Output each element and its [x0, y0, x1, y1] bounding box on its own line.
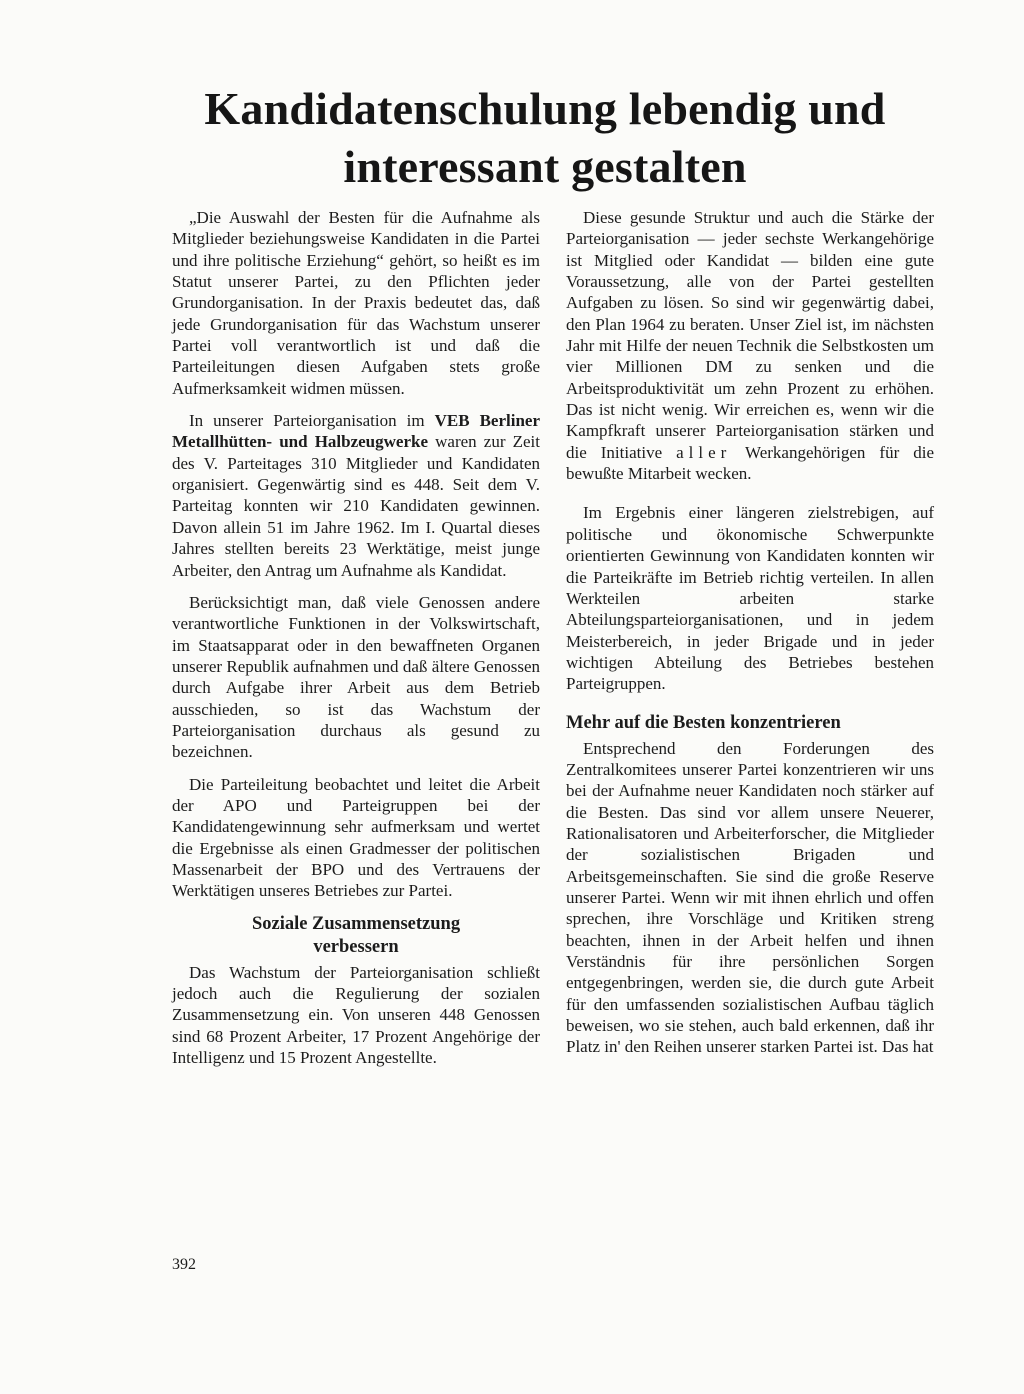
section-heading-line: verbessern — [313, 936, 399, 957]
paragraph: Im Ergebnis einer längeren zielstrebigen, auf politische und ökonomische Schwerpunkte orientierten Gewinnung von Kandidaten konnten wir die Parteikräfte im Betrieb richtig verteilen. In allen Werkteilen arbeiten starke Abteilungsparteiorganisationen, und in jedem Meisterbereich, in jeder Brigade und in jeder wichtigen Abteilung des Betriebes bestehen Parteigruppen. — [566, 503, 934, 694]
paragraph: „Die Auswahl der Besten für die Aufnahme als Mitglieder beziehungsweise Kandidaten in die Partei und ihre politische Erziehung“ gehört, so heißt es im Statut unserer Partei, zu den Pflichten jeder Grundorganisation. In der Praxis bedeutet das, daß jede Grundorganisation für das Wachstum unserer Partei voll verantwortlich ist und daß die Parteileitungen diesen Aufgaben stets große Aufmerksamkeit widmen müssen. — [172, 208, 540, 398]
right-column — [566, 207, 934, 1069]
paragraph: Die Parteileitung beobachtet und leitet die Arbeit der APO und Parteigruppen bei der Kandidatengewinnung sehr aufmerksam und wertet die Ergebnisse als einen Gradmesser der politischen Massenarbeit der BPO und des Vertrauens der Werktätigen unseres Betriebes zur Partei. — [172, 774, 540, 901]
paragraph — [566, 207, 934, 484]
paragraph: Das Wachstum der Parteiorganisation schließt jedoch auch die Regulierung der sozialen Zusammensetzung ein. Von unseren 448 Genossen sind 68 Prozent Arbeiter, 17 Prozent Angehörige der Intelligenz und 15 Prozent Angestellte. — [172, 962, 540, 1068]
left-column — [172, 207, 540, 1079]
paragraph-text: Diese gesunde Struktur und auch die Stärke der Parteiorganisation — jeder sechste Werkangehörige ist Mitglied oder Kandidat — bilden eine gute Voraussetzung, alle von der Partei gestellten Aufgaben zu lösen. So sind wir gegenwärtig dabei, den Plan 1964 zu beraten. Unser Ziel ist, im nächsten Jahr mit Hilfe der neuen Technik die Selbstkosten um vier Millionen DM zu senken und die Arbeitsproduktivität um zehn Prozent zu erhöhen. Das ist nicht wenig. Wir erreichen es, wenn wir die Kampfkraft unserer Parteiorganisation stärken und die Initiative — [566, 208, 934, 462]
paragraph: Entsprechend den Forderungen des Zentralkomitees unserer Partei konzentrieren wir uns bei der Aufnahme neuer Kandidaten noch stärker auf die Besten. Das sind vor allem unsere Neuerer, Rationalisatoren und Arbeiterforscher, die Mitglieder der sozialistischen Brigaden und Arbeitsgemeinschaften. Sie sind die große Reserve unserer Partei. Wenn wir mit ihnen ehrlich und offen sprechen, ihre Vorschläge und Kritiken streng beachten, ihnen in der Arbeit helfen und ihnen Verständnis für ihre persönlichen Sorgen entgegenbringen, werden sie, die durch gute Arbeit für den umfassenden sozialistischen Aufbau täglich beweisen, wo sie stehen, auch bald erkennen, daß ihr Platz in' den Reihen unserer starken Partei ist. Das hat — [566, 738, 934, 1057]
emphasized-word: aller — [676, 442, 732, 462]
article-title: Kandidatenschulung lebendig und interessant gestalten — [204, 83, 886, 192]
section-heading: Mehr auf die Besten konzentrieren — [566, 712, 841, 733]
paragraph-text: Werkangehörigen für die bewußte Mitarbeit wecken. — [566, 442, 934, 484]
paragraph: Berücksichtigt man, daß viele Genossen andere verantwortliche Funktionen in der Volkswirtschaft, im Staatsapparat oder in den bewaffneten Organen unserer Republik aufnahmen und daß ältere Genossen durch Aufgabe ihrer Arbeit aus dem Betrieb ausschieden, so ist das Wachstum der Parteiorganisation durchaus als gesund zu bezeichnen. — [172, 592, 540, 762]
page-number: 392 — [172, 1256, 196, 1273]
company-name: VEB Berliner Metallhütten- und Halbzeugwerke — [172, 411, 540, 452]
section-heading-line: Soziale Zusammensetzung — [251, 913, 461, 934]
paragraph-text: In unserer Parteiorganisation im — [189, 411, 435, 431]
paragraph-text: waren zur Zeit des V. Parteitages 310 Mitglieder und Kandidaten organisiert. Gegenwärtig sind es 448. Seit dem V. Parteitag konnten wir 210 Kandidaten gewinnen. Davon allein 51 im Jahre 1962. Im I. Quartal dieses Jahres stellten bereits 23 Werktätige, meist junge Arbeiter, den Antrag um Aufnahme als Kandidat. — [172, 432, 540, 580]
section-heading — [172, 913, 540, 959]
paragraph — [172, 410, 540, 581]
